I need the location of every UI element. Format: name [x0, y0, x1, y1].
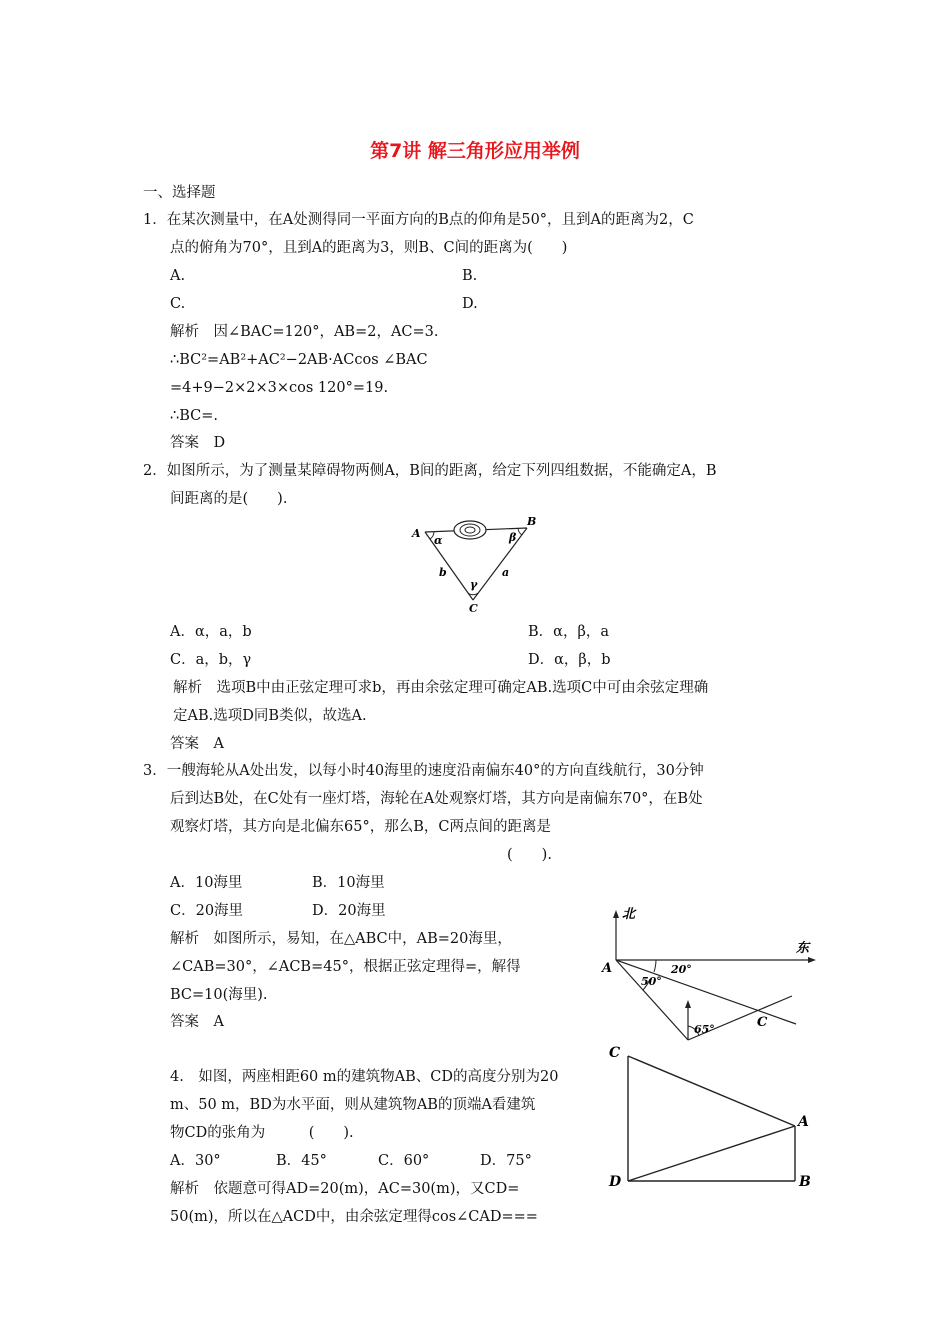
q2-option-a: A．α，a，b — [170, 624, 252, 640]
q2-label-b-point: B — [527, 515, 537, 528]
q1-option-b: B. — [462, 268, 478, 284]
q4-stem-line3: 物CD的张角为 ( ). — [170, 1125, 354, 1141]
q3-stem-line1: 3．一艘海轮从A处出发，以每小时40海里的速度沿南偏东40°的方向直线航行，30分钟 — [143, 763, 704, 779]
q3-label-angle-65: 65° — [694, 1023, 715, 1036]
q4-solution-line1: 解析 依题意可得AD=20(m)，AC=30(m)，又CD= — [170, 1181, 520, 1197]
q2-option-d: D．α，β，b — [528, 652, 611, 668]
north-arrow-icon — [613, 910, 619, 918]
q4-label-a-point: A — [798, 1114, 809, 1130]
q3-label-north: 北 — [622, 907, 636, 922]
q2-solution-line2: 定AB.选项D同B类似，故选A. — [173, 708, 367, 724]
page-title: 第7讲 解三角形应用举例 — [370, 140, 580, 162]
q3-stem-line3: 观察灯塔，其方向是北偏东65°，那么B，C两点间的距离是 — [170, 819, 551, 835]
q3-option-b: B．10海里 — [312, 875, 385, 891]
q1-stem-line1: 1．在某次测量中，在A处测得同一平面方向的B点的仰角是50°，且到A的距离为2，C — [143, 212, 694, 228]
q2-label-gamma: γ — [470, 578, 478, 591]
obstacle-icon — [454, 521, 486, 539]
q3-line-ac — [616, 960, 796, 1024]
q2-label-beta: β — [509, 531, 517, 544]
q4-label-b-point: B — [799, 1174, 811, 1190]
q3-navigation-figure — [598, 906, 823, 1046]
q3-label-a-point: A — [602, 961, 613, 976]
q4-line-ca — [628, 1056, 795, 1126]
q2-solution-line1: 解析 选项B中由正弦定理可求b，再由余弦定理可确定AB.选项C中可由余弦定理确 — [173, 680, 709, 696]
q2-stem-line2: 间距离的是( ). — [170, 491, 288, 507]
q3-solution-line1: 解析 如图所示，易知，在△ABC中，AB=20海里， — [170, 931, 512, 947]
q2-label-c-point: C — [469, 602, 478, 615]
q2-answer: 答案 A — [170, 736, 224, 752]
q4-stem-line1: 4. 如图，两座相距60 m的建筑物AB、CD的高度分别为20 — [170, 1069, 559, 1085]
q3-answer: 答案 A — [170, 1014, 224, 1030]
q1-stem-line2: 点的俯角为70°，且到A的距离为3，则B、C间的距离为( ) — [170, 240, 568, 256]
east-arrow-icon — [808, 957, 816, 963]
q4-option-a: A．30° — [170, 1153, 221, 1169]
q3-label-angle-20: 20° — [671, 963, 692, 976]
q3-option-c: C．20海里 — [170, 903, 244, 919]
q4-buildings-figure — [600, 1040, 825, 1195]
q3-solution-line3: BC=10(海里). — [170, 987, 268, 1003]
q3-solution-line2: ∠CAB=30°，∠ACB=45°，根据正弦定理得=，解得 — [170, 959, 521, 975]
q1-solution-line3: =4+9−2×2×3×cos 120°=19. — [170, 380, 389, 396]
q2-option-b: B．α，β，a — [528, 624, 609, 640]
q2-side-b — [425, 532, 473, 600]
section-heading: 一、选择题 — [143, 185, 216, 201]
q4-label-d-point: D — [609, 1174, 622, 1190]
q2-label-side-b: b — [439, 566, 447, 579]
q4-stem-line2: m、50 m，BD为水平面，则从建筑物AB的顶端A看建筑 — [170, 1097, 536, 1113]
q3-label-east: 东 — [796, 941, 810, 956]
q4-line-da — [628, 1126, 795, 1181]
q4-option-c: C．60° — [378, 1153, 430, 1169]
q2-option-c: C．a，b，γ — [170, 652, 252, 668]
q3-option-d: D．20海里 — [312, 903, 386, 919]
q2-stem-line1: 2．如图所示，为了测量某障碍物两侧A，B间的距离，给定下列四组数据，不能确定A，B — [143, 463, 717, 479]
q1-solution-line2: ∴BC²=AB²+AC²−2AB·ACcos ∠BAC — [170, 352, 428, 368]
north-arrow-b-icon — [685, 1000, 691, 1008]
q2-triangle-figure — [405, 512, 545, 617]
q2-label-a-point: A — [412, 527, 421, 540]
q3-label-angle-50: 50° — [641, 975, 662, 988]
q1-option-a: A. — [170, 268, 186, 284]
q1-option-c: C. — [170, 296, 186, 312]
q4-solution-line2: 50(m)，所以在△ACD中，由余弦定理得cos∠CAD=== — [170, 1209, 538, 1225]
q4-option-d: D．75° — [480, 1153, 532, 1169]
q3-stem-line4: ( ). — [507, 847, 552, 863]
q2-side-a — [473, 528, 527, 600]
q1-solution-line1: 解析 因∠BAC=120°，AB=2，AC=3. — [170, 324, 439, 340]
q1-solution-line4: ∴BC=. — [170, 408, 219, 424]
q1-answer: 答案 D — [170, 435, 226, 451]
q3-label-c-point: C — [757, 1015, 768, 1030]
q4-label-c-point: C — [609, 1045, 621, 1061]
q1-option-d: D. — [462, 296, 478, 312]
q2-label-side-a: a — [502, 566, 510, 579]
q4-option-b: B．45° — [276, 1153, 327, 1169]
q2-label-alpha: α — [434, 534, 443, 547]
q3-stem-line2: 后到达B处，在C处有一座灯塔，海轮在A处观察灯塔，其方向是南偏东70°，在B处 — [170, 791, 703, 807]
q3-option-a: A．10海里 — [170, 875, 243, 891]
